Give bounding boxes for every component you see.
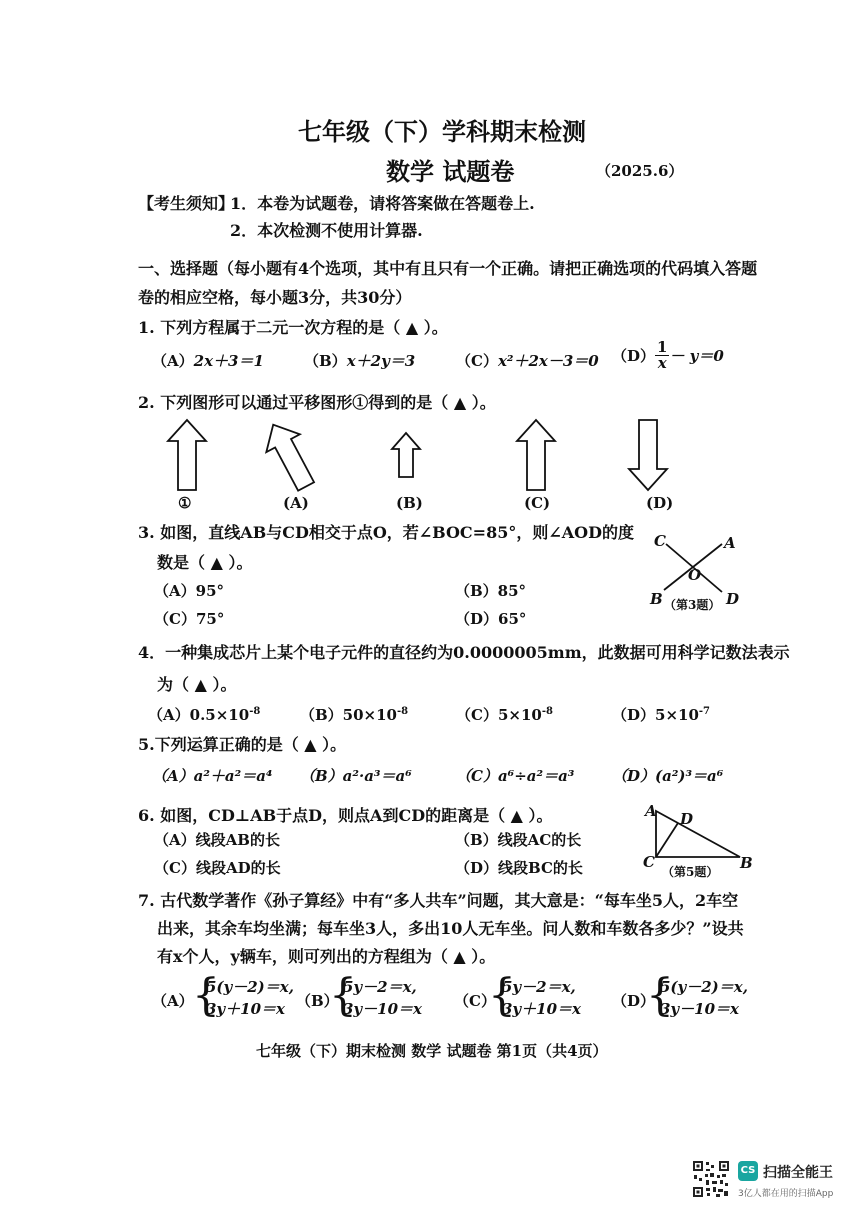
segment-cd: [656, 823, 678, 857]
notice-item-2: 2．本次检测不使用计算器.: [230, 221, 423, 240]
q7-option-c-system: [502, 976, 581, 1020]
q4-option-b: [300, 704, 408, 725]
q4-stem-line2: 为（ ▲ ）。: [157, 675, 237, 694]
q6-option-b: （B）线段AC的长: [455, 831, 582, 849]
q3-option-d: （D）65°: [455, 610, 527, 628]
q5-option-b: （B）a²·a³＝a⁶: [300, 767, 412, 785]
q6-stem: 6. 如图，CD⊥AB于点D，则点A到CD的距离是（ ▲ ）。: [138, 806, 553, 825]
q2-label-a: (A): [283, 494, 309, 512]
q1-option-d-denominator: x: [657, 354, 667, 372]
q7-option-a-eq1: 5(y－2)＝x,: [206, 978, 294, 996]
q4-option-d-exponent: -7: [698, 706, 710, 717]
q3-label-d: D: [726, 590, 740, 608]
q7-option-a-brace: {: [192, 970, 220, 1021]
exam-subtitle: 数学 试题卷: [386, 157, 515, 186]
q4-option-b-exponent: -8: [397, 706, 409, 717]
q7-option-d-eq1: 5(y－2)＝x,: [660, 978, 748, 996]
section-heading-line1: 一、选择题（每小题有4个选项，其中有且只有一个正确。请把正确选项的代码填入答题: [138, 259, 758, 278]
camscanner-logo-icon: CS: [738, 1161, 758, 1181]
q4-option-c: [456, 704, 553, 725]
q6-label-c: C: [643, 853, 655, 871]
watermark-app-name: 扫描全能王: [763, 1165, 833, 1181]
q7-option-a-system: [206, 976, 294, 1020]
q6-option-c: （C）线段AD的长: [154, 859, 281, 877]
arrow-figure-b: [392, 433, 420, 477]
arrow-figure-d: [629, 420, 667, 490]
q2-label-b: (B): [396, 494, 423, 512]
page-footer: 七年级（下）期末检测 数学 试题卷 第1页（共4页）: [256, 1042, 608, 1060]
q7-option-a-eq2: 3y＋10＝x: [206, 1000, 285, 1018]
q7-option-c-eq2: 3y＋10＝x: [502, 1000, 581, 1018]
q1-option-a-text: 2x＋3＝1: [193, 352, 264, 370]
q6-option-d: （D）线段BC的长: [455, 859, 583, 877]
q1-option-b-label: （B）: [304, 352, 347, 370]
q1-option-a-label: （A）: [152, 352, 194, 370]
q7-option-c-label: （C）: [454, 992, 496, 1010]
q6-figure-caption: （第5题）: [662, 865, 719, 879]
watermark-tagline: 3亿人都在用的扫描App: [738, 1189, 834, 1199]
q1-option-c-text: x²＋2x－3＝0: [497, 352, 599, 370]
q5-option-a: （A）a²＋a²＝a⁴: [152, 767, 273, 785]
q1-option-c: [456, 350, 599, 371]
q5-option-c: （C）a⁶÷a²＝a³: [456, 767, 575, 785]
q7-option-b-system: [343, 976, 422, 1020]
q1-option-a: [152, 350, 264, 371]
notice-label: 【考生须知】: [138, 194, 235, 213]
arrow-figure-c: [517, 420, 555, 490]
q1-option-d-numerator: 1: [657, 338, 668, 356]
q1-option-d-rest: － y＝0: [669, 347, 724, 365]
q4-option-b-base: （B）50×10: [300, 706, 397, 724]
triangle-abc: [656, 811, 740, 857]
q3-label-o: O: [688, 566, 702, 584]
q3-option-a: （A）95°: [154, 582, 225, 600]
arrow-figure-1: [168, 420, 206, 490]
exam-title: 七年级（下）学科期末检测: [298, 117, 586, 146]
q7-option-d-system: [660, 976, 748, 1020]
q6-label-a: A: [645, 802, 657, 820]
q3-stem-line2: 数是（ ▲ ）。: [157, 553, 253, 572]
q2-arrow-figures: [150, 415, 690, 495]
q7-option-b-label: （B）: [296, 992, 339, 1010]
q7-option-d-label: （D）: [612, 992, 656, 1010]
q6-label-d: D: [680, 810, 694, 828]
q3-label-a: A: [724, 534, 736, 552]
section-heading-line2: 卷的相应空格，每小题3分，共30分）: [138, 288, 412, 307]
notice-item-1: 1．本卷为试题卷，请将答案做在答题卷上.: [230, 194, 535, 213]
q2-label-c: (C): [524, 494, 551, 512]
q7-stem-line3: 有x个人，y辆车，则可列出的方程组为（ ▲ ）。: [157, 947, 496, 966]
qr-code-icon: [692, 1160, 730, 1198]
q4-option-c-base: （C）5×10: [456, 706, 542, 724]
q7-option-d-eq2: 3y－10＝x: [660, 1000, 739, 1018]
q7-option-c-eq1: 5y－2＝x,: [502, 978, 576, 996]
q1-option-b: [304, 350, 415, 371]
q2-stem: 2. 下列图形可以通过平移图形①得到的是（ ▲ ）。: [138, 393, 496, 412]
q3-label-c: C: [654, 532, 666, 550]
q7-option-c-brace: {: [488, 970, 516, 1021]
q3-stem-line1: 3. 如图，直线AB与CD相交于点O，若∠BOC=85°，则∠AOD的度: [138, 523, 634, 542]
q1-option-b-text: x＋2y＝3: [346, 352, 416, 370]
q7-option-b-brace: {: [329, 970, 357, 1021]
q4-option-a: [148, 704, 260, 725]
q7-option-b-eq2: 3y－10＝x: [343, 1000, 422, 1018]
q4-option-c-exponent: -8: [541, 706, 553, 717]
q4-option-a-exponent: -8: [249, 706, 261, 717]
q6-option-a: （A）线段AB的长: [154, 831, 280, 849]
q2-label-1: ①: [178, 494, 192, 512]
q7-stem-line2: 出来，其余车均坐满；每车坐3人，多出10人无车坐。问人数和车数各多少？”设共: [157, 919, 744, 938]
q3-option-c: （C）75°: [154, 610, 225, 628]
q1-stem: 1. 下列方程属于二元一次方程的是（ ▲ ）。: [138, 318, 448, 337]
q1-option-d-fraction: [655, 340, 669, 371]
q1-option-d-label: （D）: [612, 347, 656, 365]
q4-option-a-base: （A）0.5×10: [148, 706, 250, 724]
q3-option-b: （B）85°: [455, 582, 527, 600]
q5-option-d: （D）(a²)³＝a⁶: [612, 767, 724, 785]
q7-option-a-label: （A）: [152, 992, 194, 1010]
q1-option-d: [612, 340, 724, 371]
q4-stem-line1: 4．一种集成芯片上某个电子元件的直径约为0.0000005mm，此数据可用科学记数法表示: [138, 643, 790, 662]
q7-stem-line1: 7. 古代数学著作《孙子算经》中有“多人共车”问题，其大意是：“每车坐5人，2车空: [138, 891, 739, 910]
q6-label-b: B: [740, 854, 753, 872]
arrow-figure-a: [256, 416, 322, 495]
exam-date: （2025.6）: [596, 162, 684, 180]
q3-label-b: B: [650, 590, 663, 608]
q1-option-c-label: （C）: [456, 352, 498, 370]
q3-figure-caption: （第3题）: [664, 598, 721, 612]
q5-stem: 5.下列运算正确的是（ ▲ ）。: [138, 735, 347, 754]
q4-option-d: [612, 704, 710, 725]
q7-option-d-brace: {: [646, 970, 674, 1021]
q2-label-d: (D): [646, 494, 674, 512]
q7-option-b-eq1: 5y－2＝x,: [343, 978, 417, 996]
q4-option-d-base: （D）5×10: [612, 706, 699, 724]
